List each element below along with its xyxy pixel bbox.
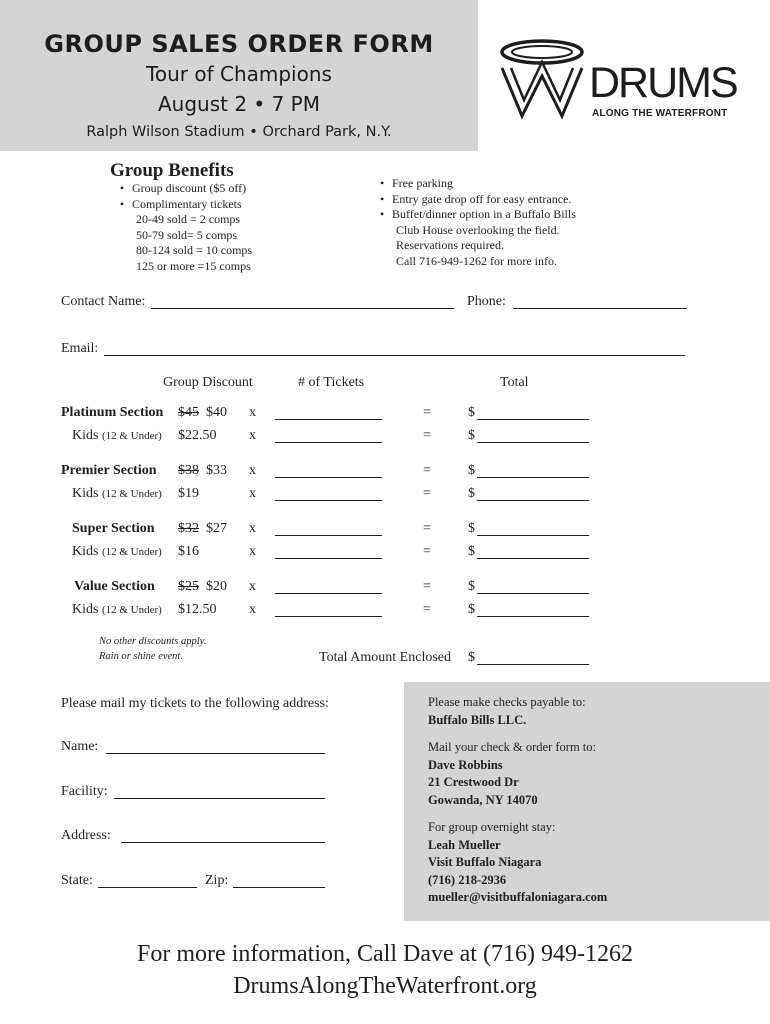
section-name: Value Section	[74, 579, 155, 594]
event-name: Tour of Champions	[146, 62, 332, 86]
section-name: Premier Section	[61, 463, 157, 478]
total-amount-label: Total Amount Enclosed	[319, 650, 452, 665]
contact-name-field[interactable]	[151, 308, 454, 309]
section-price: $33	[206, 463, 227, 478]
email-label: Email:	[61, 341, 99, 356]
mail-to-city: Gowanda, NY 14070	[428, 792, 538, 807]
note-rain: Rain or shine event.	[99, 651, 183, 662]
form-title: GROUP SALES ORDER FORM	[44, 30, 434, 58]
adult-tickets-field[interactable]	[275, 593, 382, 594]
kids-total-field[interactable]	[477, 616, 589, 617]
adult-total-field[interactable]	[477, 593, 589, 594]
kids-tickets-field[interactable]	[275, 500, 382, 501]
facility-label: Facility:	[61, 784, 108, 799]
kids-price: $19	[178, 486, 199, 501]
mail-name-label: Name:	[61, 739, 99, 754]
kids-tickets-field[interactable]	[275, 558, 382, 559]
benefit-left-item: 20-49 sold = 2 comps	[136, 212, 241, 226]
col-header-tickets: # of Tickets	[298, 375, 365, 390]
checks-label: Please make checks payable to:	[428, 695, 586, 709]
state-field[interactable]	[98, 887, 197, 888]
benefit-left-item: • Complimentary tickets	[120, 197, 252, 213]
currency-sign: $	[468, 579, 475, 594]
drums-logo	[498, 38, 748, 122]
phone-label: Phone:	[467, 294, 506, 309]
note-discounts: No other discounts apply.	[99, 636, 207, 647]
kids-tickets-field[interactable]	[275, 616, 382, 617]
address-field[interactable]	[121, 842, 325, 843]
currency-sign: $	[468, 521, 475, 536]
checks-payee: Buffalo Bills LLC.	[428, 712, 527, 727]
drum-emblem-icon	[498, 38, 593, 122]
mail-to-name: Dave Robbins	[428, 757, 503, 772]
kids-age-text: (12 & Under)	[101, 488, 162, 500]
adult-total-field[interactable]	[477, 477, 589, 478]
phone-field[interactable]	[513, 308, 687, 309]
logo-wordmark: DRUMS	[589, 59, 737, 107]
event-date-time: August 2 • 7 PM	[158, 92, 320, 116]
order-notes	[99, 634, 206, 664]
mailing-intro: Please mail my tickets to the following address:	[61, 696, 329, 711]
kids-total-field[interactable]	[477, 558, 589, 559]
footer-website[interactable]: DrumsAlongTheWaterfront.org	[233, 973, 537, 999]
kids-price: $16	[178, 544, 199, 559]
col-header-discount: Group Discount	[163, 375, 253, 390]
benefit-right-item: • Free parking	[380, 176, 576, 192]
section-price: $40	[206, 405, 227, 420]
currency-sign: $	[468, 544, 475, 559]
mail-to-street: 21 Crestwood Dr	[428, 775, 519, 789]
footer-phone-line: For more information, Call Dave at (716) 949-1262	[137, 941, 633, 967]
address-label: Address:	[61, 828, 111, 843]
equals-sign: =	[423, 405, 431, 420]
logo-tagline: ALONG THE WATERFRONT	[592, 108, 728, 119]
multiply-sign: x	[249, 602, 256, 617]
multiply-sign: x	[249, 579, 256, 594]
overnight-phone: (716) 218-2936	[428, 872, 507, 887]
kids-tickets-field[interactable]	[275, 442, 382, 443]
equals-sign: =	[423, 486, 431, 501]
zip-field[interactable]	[233, 887, 325, 888]
kids-age-text: (12 & Under)	[101, 430, 162, 442]
benefits-heading: Group Benefits	[110, 160, 234, 181]
currency-sign: $	[468, 486, 475, 501]
email-field[interactable]	[104, 355, 685, 356]
currency-sign: $	[468, 602, 475, 617]
benefit-left-item: 50-79 sold= 5 comps	[136, 227, 238, 242]
overnight-name: Leah Mueller	[428, 837, 501, 852]
adult-total-field[interactable]	[477, 535, 589, 536]
section-name: Platinum Section	[61, 405, 164, 420]
payment-info-box	[404, 682, 770, 921]
benefit-right-item: Reservations required.	[396, 238, 504, 252]
kids-label	[72, 428, 162, 444]
col-header-total: Total	[500, 375, 529, 390]
section-old-price: $38	[178, 463, 199, 478]
contact-name-label: Contact Name:	[61, 294, 146, 309]
section-price: $27	[206, 521, 227, 536]
benefit-left-item: 80-124 sold = 10 comps	[136, 243, 253, 257]
equals-sign: =	[423, 521, 431, 536]
section-old-price: $45	[178, 405, 199, 420]
kids-total-field[interactable]	[477, 500, 589, 501]
equals-sign: =	[423, 463, 431, 478]
benefits-list-left	[120, 181, 252, 274]
total-amount-field[interactable]	[477, 664, 589, 665]
section-old-price: $25	[178, 579, 199, 594]
overnight-label: For group overnight stay:	[428, 820, 556, 834]
multiply-sign: x	[249, 544, 256, 559]
overnight-block	[428, 819, 607, 907]
equals-sign: =	[423, 579, 431, 594]
mail-name-field[interactable]	[106, 753, 325, 754]
kids-age-text: (12 & Under)	[101, 546, 162, 558]
kids-label-text: Kids	[72, 602, 99, 617]
kids-label	[72, 602, 162, 618]
kids-age-text: (12 & Under)	[101, 604, 162, 616]
kids-price: $12.50	[178, 602, 217, 617]
overnight-org: Visit Buffalo Niagara	[428, 855, 542, 869]
benefit-left-item: • Group discount ($5 off)	[120, 181, 252, 197]
kids-label-text: Kids	[72, 428, 99, 443]
section-price: $20	[206, 579, 227, 594]
benefit-right-item: • Buffet/dinner option in a Buffalo Bills	[380, 207, 576, 223]
adult-total-field[interactable]	[477, 419, 589, 420]
kids-label-text: Kids	[72, 544, 99, 559]
currency-sign: $	[468, 405, 475, 420]
section-old-price: $32	[178, 521, 199, 536]
multiply-sign: x	[249, 486, 256, 501]
total-amount-currency: $	[468, 650, 475, 665]
equals-sign: =	[423, 544, 431, 559]
overnight-email[interactable]: mueller@visitbuffaloniagara.com	[428, 890, 608, 904]
multiply-sign: x	[249, 405, 256, 420]
kids-price: $22.50	[178, 428, 217, 443]
benefit-right-item: • Entry gate drop off for easy entrance.	[380, 192, 576, 208]
adult-tickets-field[interactable]	[275, 535, 382, 536]
benefit-right-item: Call 716-949-1262 for more info.	[396, 253, 557, 268]
mail-to-block	[428, 739, 596, 809]
adult-tickets-field[interactable]	[275, 419, 382, 420]
multiply-sign: x	[249, 521, 256, 536]
multiply-sign: x	[249, 463, 256, 478]
checks-block	[428, 694, 586, 729]
event-venue: Ralph Wilson Stadium • Orchard Park, N.Y.	[86, 124, 392, 140]
currency-sign: $	[468, 428, 475, 443]
zip-label: Zip:	[205, 873, 229, 888]
kids-label	[72, 544, 162, 560]
state-label: State:	[61, 873, 93, 888]
multiply-sign: x	[249, 428, 256, 443]
section-name: Super Section	[72, 521, 155, 536]
adult-tickets-field[interactable]	[275, 477, 382, 478]
benefit-left-item: 125 or more =15 comps	[136, 258, 251, 273]
currency-sign: $	[468, 463, 475, 478]
benefits-list-right	[380, 176, 576, 269]
benefit-right-item: Club House overlooking the field.	[396, 222, 560, 237]
equals-sign: =	[423, 428, 431, 443]
kids-label-text: Kids	[72, 486, 99, 501]
facility-field[interactable]	[114, 798, 325, 799]
header-banner	[0, 0, 478, 151]
kids-label	[72, 486, 162, 502]
kids-total-field[interactable]	[477, 442, 589, 443]
mail-to-label: Mail your check & order form to:	[428, 740, 597, 754]
equals-sign: =	[423, 602, 431, 617]
